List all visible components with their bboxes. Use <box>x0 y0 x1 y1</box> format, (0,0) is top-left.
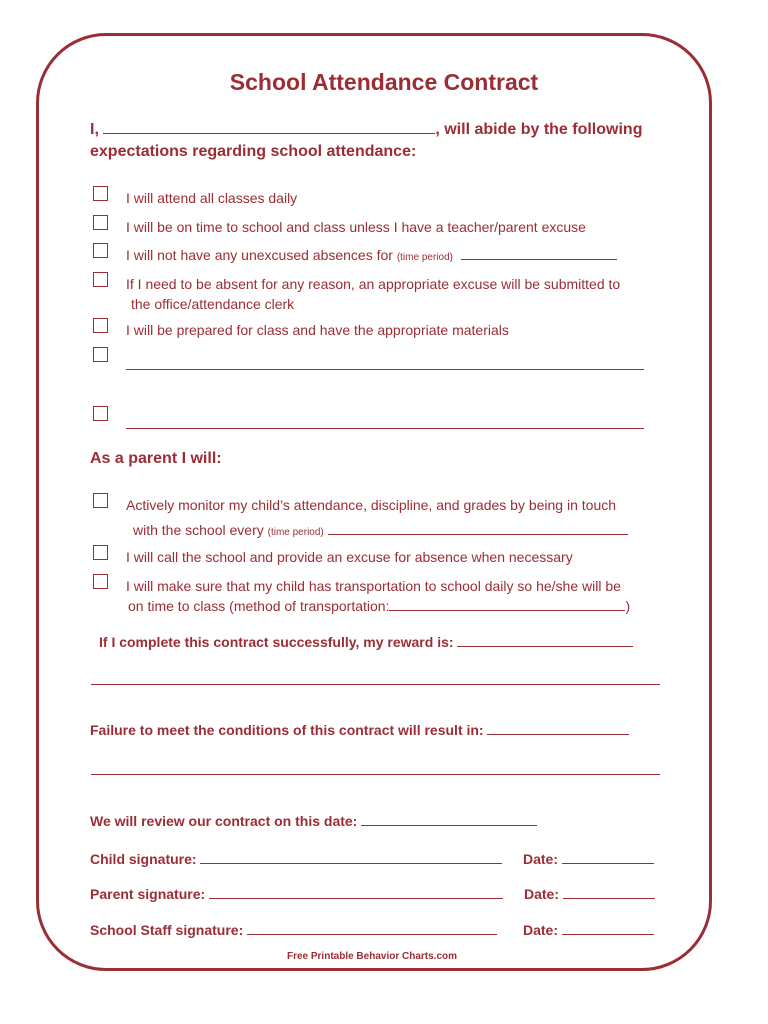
parent-item-text: with the school every <box>133 522 264 538</box>
reward-field-continued[interactable] <box>91 684 660 685</box>
transportation-field[interactable] <box>389 598 625 611</box>
checkbox[interactable] <box>93 545 108 560</box>
intro-line-2: expectations regarding school attendance: <box>90 143 417 160</box>
child-date-line <box>523 851 654 867</box>
student-item-continued: the office/attendance clerk <box>131 296 295 312</box>
review-label: We will review our contract on this date: <box>90 813 358 829</box>
parent-signature-label: Parent signature: <box>90 886 206 902</box>
parent-item-text: on time to class (method of transportation: <box>128 598 390 614</box>
parent-item: I will call the school and provide an excuse for absence when necessary <box>126 549 573 565</box>
custom-expectation-field[interactable] <box>126 428 644 429</box>
reward-field[interactable] <box>457 634 633 647</box>
checkbox[interactable] <box>93 272 108 287</box>
parent-item-continued <box>133 522 628 538</box>
consequence-field-continued[interactable] <box>91 774 660 775</box>
student-item-absences <box>126 247 617 263</box>
checkbox[interactable] <box>93 493 108 508</box>
student-item: I will be on time to school and class unless I have a teacher/parent excuse <box>126 219 586 235</box>
student-item: I will attend all classes daily <box>126 190 298 206</box>
staff-date-field[interactable] <box>562 922 654 935</box>
date-label: Date: <box>523 922 559 938</box>
staff-signature-line <box>90 922 497 938</box>
parent-heading: As a parent I will: <box>90 450 222 467</box>
checkbox[interactable] <box>93 574 108 589</box>
custom-expectation-field[interactable] <box>126 369 644 370</box>
checkbox[interactable] <box>93 243 108 258</box>
reward-label: If I complete this contract successfully, my reward is: <box>99 634 454 650</box>
parent-date-line <box>524 886 655 902</box>
student-item-text: I will not have any unexcused absences for <box>126 247 393 263</box>
failure-line <box>90 722 629 738</box>
student-item: I will be prepared for class and have the appropriate materials <box>126 322 509 338</box>
parent-item: I will make sure that my child has transportation to school daily so he/she will be <box>126 578 621 594</box>
staff-signature-field[interactable] <box>247 922 497 935</box>
parent-item: Actively monitor my child’s attendance, discipline, and grades by being in touch <box>126 497 617 513</box>
review-date-field[interactable] <box>361 813 537 826</box>
time-period-label: (time period) <box>396 252 453 263</box>
date-label: Date: <box>524 886 560 902</box>
child-signature-label: Child signature: <box>90 851 197 867</box>
date-label: Date: <box>523 851 559 867</box>
parent-item-continued <box>128 598 630 614</box>
checkbox[interactable] <box>93 347 108 362</box>
child-signature-field[interactable] <box>200 851 502 864</box>
checkbox[interactable] <box>93 318 108 333</box>
child-signature-line <box>90 851 502 867</box>
parent-signature-line <box>90 886 503 902</box>
parent-signature-field[interactable] <box>209 886 503 899</box>
intro-prefix: I, <box>90 121 99 138</box>
checkbox[interactable] <box>93 406 108 421</box>
review-line <box>90 813 537 829</box>
time-period-label: (time period) <box>267 527 324 538</box>
consequence-field[interactable] <box>487 722 629 735</box>
student-name-field[interactable] <box>103 121 435 134</box>
checkbox[interactable] <box>93 215 108 230</box>
staff-date-line <box>523 922 654 938</box>
contact-frequency-field[interactable] <box>328 522 628 535</box>
page-title: School Attendance Contract <box>229 69 539 95</box>
parent-date-field[interactable] <box>563 886 655 899</box>
checkbox[interactable] <box>93 186 108 201</box>
student-item: If I need to be absent for any reason, an appropriate excuse will be submitted to <box>126 276 621 292</box>
footer-credit: Free Printable Behavior Charts.com <box>286 951 458 962</box>
time-period-field[interactable] <box>461 247 617 260</box>
failure-label: Failure to meet the conditions of this contract will result in: <box>90 722 484 738</box>
intro-line-1 <box>90 121 642 139</box>
staff-signature-label: School Staff signature: <box>90 922 244 938</box>
child-date-field[interactable] <box>562 851 654 864</box>
reward-line <box>99 634 633 650</box>
intro-suffix: , will abide by the following <box>435 121 643 138</box>
parent-item-close: ) <box>625 598 631 614</box>
